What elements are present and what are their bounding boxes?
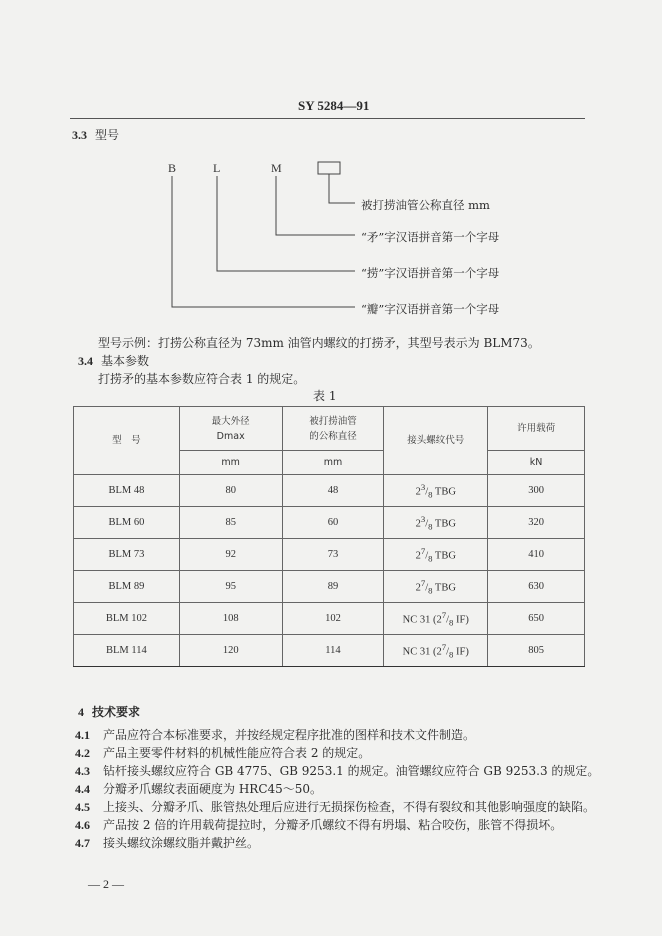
page-number: — 2 — xyxy=(88,877,124,891)
list-item: 4.5 上接头、分瓣矛爪、胀管热处理后应进行无损探伤检查，不得有裂纹和其他影响强度的缺陷。 xyxy=(75,800,596,814)
leader-diameter xyxy=(329,174,355,203)
list-item: 4.2 产品主要零件材料的机械性能应符合表 2 的规定。 xyxy=(75,746,371,760)
unit-load: kN xyxy=(488,451,585,475)
col-pipe xyxy=(282,407,384,451)
label-l: “捞”字汉语拼音第一个字母 xyxy=(361,266,500,280)
col-dmax-line1: 最大外径 xyxy=(211,415,250,427)
cell-load: 650 xyxy=(488,603,585,635)
col-dmax-line2: Dmax xyxy=(216,430,245,442)
cell-model: BLM 73 xyxy=(74,539,180,571)
table-row xyxy=(74,507,585,539)
cell-thread: NC 31 ($2^7/_8$ IF) xyxy=(384,635,488,667)
letter-b: B xyxy=(168,161,177,175)
cell-thread: $2^3/_8$ TBG xyxy=(384,475,488,507)
cell-pipe: 89 xyxy=(282,571,384,603)
model-example: 型号示例：打捞公称直径为 73mm 油管内螺纹的打捞矛，其型号表示为 BLM73。 xyxy=(98,336,540,350)
section-3-4-heading xyxy=(78,352,149,369)
col-model: 型 号 xyxy=(74,407,180,475)
table-row xyxy=(74,475,585,507)
cell-load: 320 xyxy=(488,507,585,539)
label-m: “矛”字汉语拼音第一个字母 xyxy=(361,230,500,244)
cell-dmax: 80 xyxy=(179,475,282,507)
leader-l xyxy=(217,176,355,271)
cell-model: BLM 114 xyxy=(74,635,180,667)
cell-pipe: 114 xyxy=(282,635,384,667)
cell-pipe: 48 xyxy=(282,475,384,507)
list-item: 4.7 接头螺纹涂螺纹脂并戴护丝。 xyxy=(75,836,260,850)
cell-model: BLM 102 xyxy=(74,603,180,635)
col-load: 许用载荷 xyxy=(488,407,585,451)
diameter-box xyxy=(318,162,340,174)
cell-model: BLM 89 xyxy=(74,571,180,603)
section-title: 型号 xyxy=(95,128,120,142)
cell-load: 630 xyxy=(488,571,585,603)
section-4-heading xyxy=(78,703,140,720)
list-item: 4.4 分瓣矛爪螺纹表面硬度为 HRC45～50。 xyxy=(75,782,323,796)
label-diameter: 被打捞油管公称直径 mm xyxy=(361,198,490,212)
cell-load: 805 xyxy=(488,635,585,667)
parameter-table xyxy=(73,406,585,667)
section-title: 技术要求 xyxy=(92,705,141,719)
leader-m xyxy=(276,176,355,235)
list-item: 4.6 产品按 2 倍的许用载荷提拉时，分瓣矛爪螺纹不得有坍塌、粘合咬伤，胀管不得损坏。 xyxy=(75,818,563,832)
standard-code: SY 5284—91 xyxy=(298,98,370,113)
cell-load: 300 xyxy=(488,475,585,507)
cell-pipe: 73 xyxy=(282,539,384,571)
cell-pipe: 60 xyxy=(282,507,384,539)
unit-pipe: mm xyxy=(282,451,384,475)
unit-dmax: mm xyxy=(179,451,282,475)
section-number: 3.3 xyxy=(72,128,87,142)
cell-dmax: 92 xyxy=(179,539,282,571)
leader-b xyxy=(172,176,355,307)
cell-pipe: 102 xyxy=(282,603,384,635)
letter-m: M xyxy=(271,161,282,175)
cell-thread: NC 31 ($2^7/_8$ IF) xyxy=(384,603,488,635)
cell-thread: $2^7/_8$ TBG xyxy=(384,539,488,571)
col-pipe-line2: 的公称直径 xyxy=(309,430,357,442)
section-number: 4 xyxy=(78,705,84,719)
col-pipe-line1: 被打捞油管 xyxy=(309,415,357,427)
letter-l: L xyxy=(213,161,221,175)
cell-model: BLM 60 xyxy=(74,507,180,539)
section-title: 基本参数 xyxy=(101,354,150,368)
col-dmax xyxy=(179,407,282,451)
model-code-diagram xyxy=(0,0,662,330)
table-row xyxy=(74,571,585,603)
table-caption: 表 1 xyxy=(313,389,337,403)
cell-thread: $2^3/_8$ TBG xyxy=(384,507,488,539)
col-thread: 接头螺纹代号 xyxy=(384,407,488,475)
table-row xyxy=(74,603,585,635)
requirements-list xyxy=(75,726,635,852)
section-3-4-intro: 打捞矛的基本参数应符合表 1 的规定。 xyxy=(98,372,306,386)
cell-load: 410 xyxy=(488,539,585,571)
section-number: 3.4 xyxy=(78,354,93,368)
table-row xyxy=(74,539,585,571)
cell-dmax: 108 xyxy=(179,603,282,635)
list-item: 4.1 产品应符合本标准要求，并按经规定程序批准的图样和技术文件制造。 xyxy=(75,728,476,742)
cell-dmax: 95 xyxy=(179,571,282,603)
label-b: “瓣”字汉语拼音第一个字母 xyxy=(361,302,500,316)
cell-dmax: 85 xyxy=(179,507,282,539)
list-item: 4.3 钻杆接头螺纹应符合 GB 4775、GB 9253.1 的规定。油管螺纹应符合 GB 9253.3 的规定。 xyxy=(75,764,600,778)
cell-dmax: 120 xyxy=(179,635,282,667)
table-row xyxy=(74,635,585,667)
cell-thread: $2^7/_8$ TBG xyxy=(384,571,488,603)
table-header-row xyxy=(74,407,585,451)
cell-model: BLM 48 xyxy=(74,475,180,507)
